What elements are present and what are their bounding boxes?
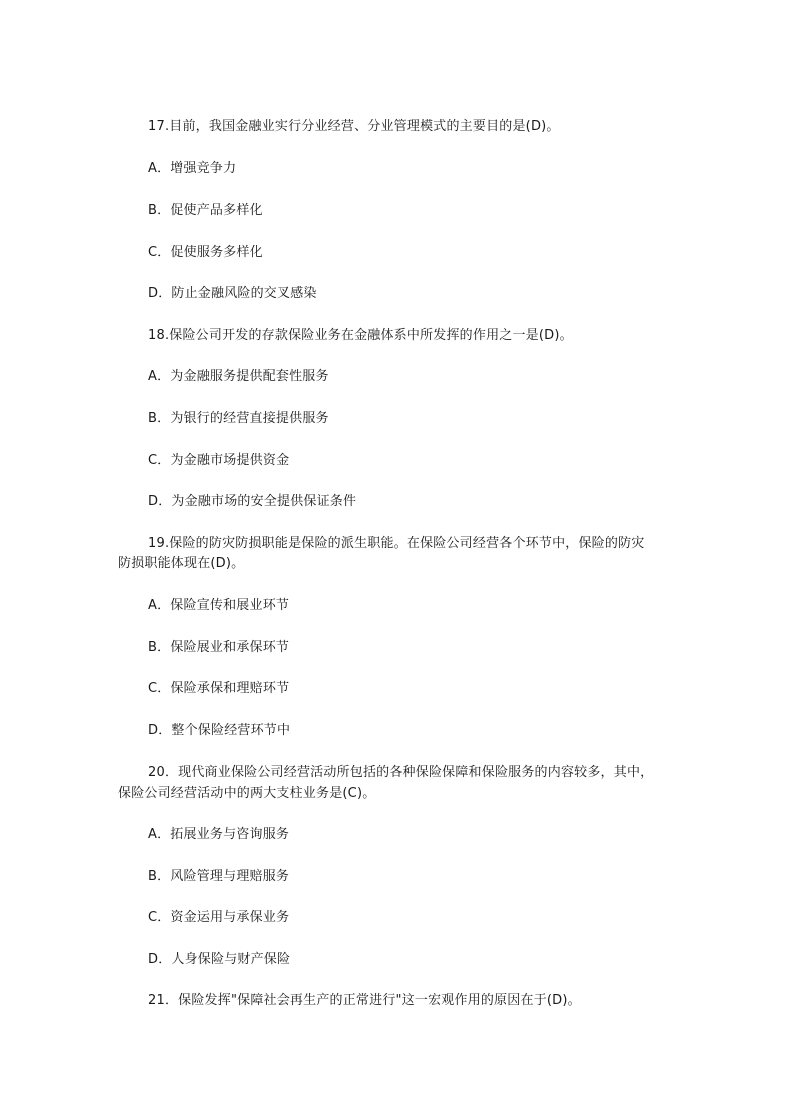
question-18-option-c: C．为金融市场提供资金 [148,453,290,468]
question-18-option-b: B．为银行的经营直接提供服务 [148,411,329,426]
question-19-stem-line2: 防损职能体现在(D)。 [118,556,245,571]
question-17-option-c: C．促使服务多样化 [148,245,263,260]
question-18-option-d: D．为金融市场的安全提供保证条件 [148,494,357,509]
question-20-option-d: D．人身保险与财产保险 [148,952,291,967]
question-17-stem: 17.目前，我国金融业实行分业经营、分业管理模式的主要目的是(D)。 [148,119,560,134]
question-19-option-b: B．保险展业和承保环节 [148,640,290,655]
question-17-option-d: D．防止金融风险的交叉感染 [148,286,317,301]
question-20-option-a: A．拓展业务与咨询服务 [148,827,290,842]
question-20-stem-line1: 20．现代商业保险公司经营活动所包括的各种保险保障和保险服务的内容较多，其中， [148,765,654,780]
question-17-option-a: A．增强竞争力 [148,161,237,176]
question-18-option-a: A．为金融服务提供配套性服务 [148,369,329,384]
question-20-option-b: B．风险管理与理赔服务 [148,869,290,884]
question-18-stem: 18.保险公司开发的存款保险业务在金融体系中所发挥的作用之一是(D)。 [148,328,573,343]
question-19-option-a: A．保险宣传和展业环节 [148,598,290,613]
question-20-stem-line2: 保险公司经营活动中的两大支柱业务是(C)。 [118,786,376,801]
question-19-stem-line1: 19.保险的防灾防损职能是保险的派生职能。在保险公司经营各个环节中，保险的防灾 [148,536,645,551]
question-21-stem: 21．保险发挥"保障社会再生产的正常进行"这一宏观作用的原因在于(D)。 [148,993,581,1008]
question-20-option-c: C．资金运用与承保业务 [148,910,290,925]
question-19-option-d: D．整个保险经营环节中 [148,723,291,738]
question-19-option-c: C．保险承保和理赔环节 [148,681,290,696]
question-17-option-b: B．促使产品多样化 [148,203,263,218]
